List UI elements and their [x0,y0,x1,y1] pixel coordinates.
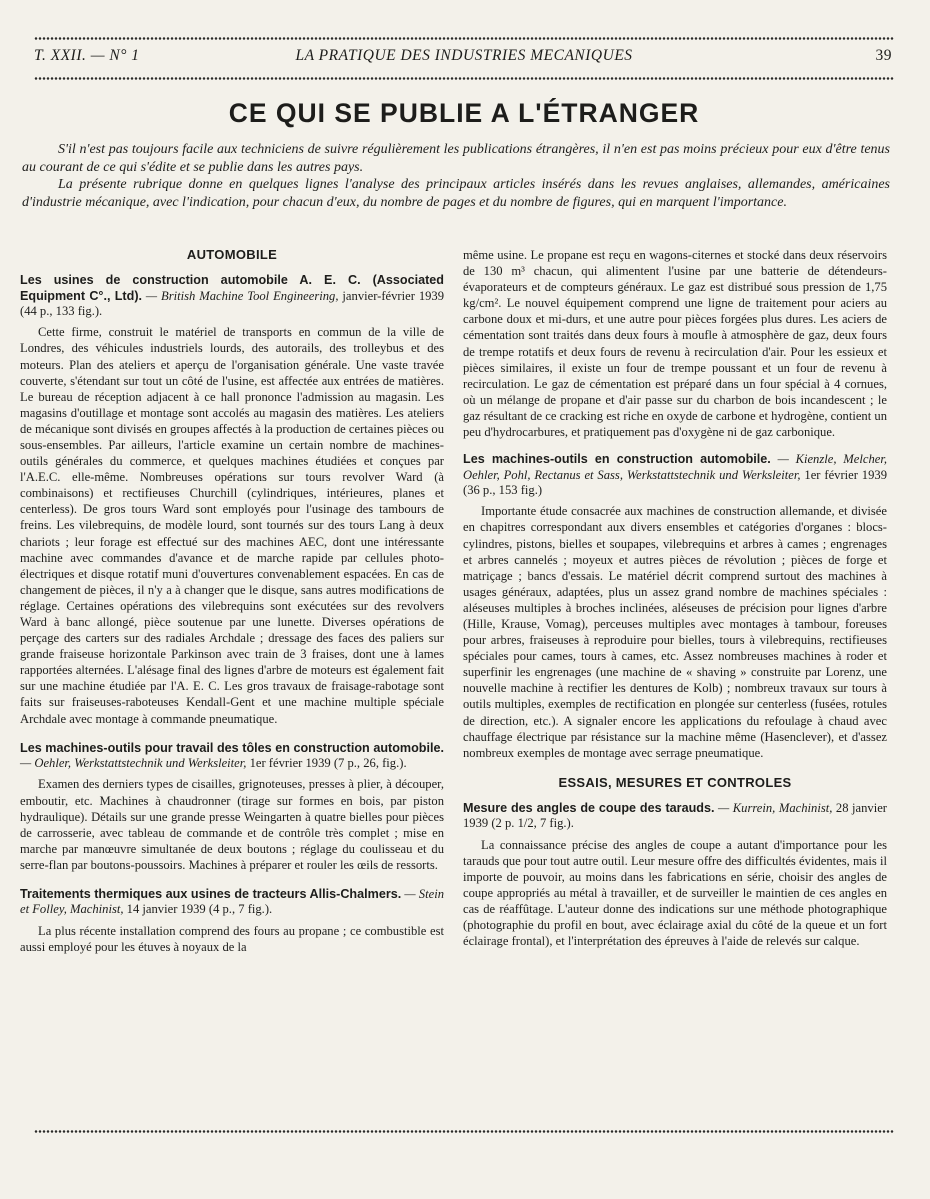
article-allis [20,887,444,955]
page-title: CE QUI SE PUBLIE A L'ÉTRANGER [228,98,700,128]
article-title: Les machines-outils pour travail des tôles en construction automobile. [20,740,444,755]
article-source: — Stein et Folley, Machinist, [20,887,444,917]
running-head [34,47,894,69]
article-body: Examen des derniers types de cisailles, grignoteuses, presses à plier, à découper, emboutir, etc. Machines à chaudronner (tirage sur formes en bois, par piston hydraulique). Détails sur une grande presse Weingarten à quatre bielles pour pièces de carrosserie, avec tableau de commande et de contrôle très complet ; mise en marche par manœuvre simultanée de deux boutons ; réglage du coulisseau et du serre-flan par boutons-poussoirs. Machines à préparer et rouler les œils de ressorts. [20,777,444,872]
article-header [20,273,444,319]
article-title: Les machines-outils en construction automobile. [463,452,771,467]
section-heading-automobile: AUTOMOBILE [186,247,278,262]
header-dotted-rule [34,76,894,81]
section-heading-essais: ESSAIS, MESURES ET CONTROLES [558,774,792,790]
article-header [463,801,887,832]
article-body: La connaissance précise des angles de coupe a autant d'importance pour les tarauds que pour tout autre outil. Leur mesure offre des difficultés évidentes, mais il importe de pouvoir, au moins dans les fabrications en série, choisir des angles de coupe appropriés au métal à travailler, et de surveiller le maintien de ces angles en cas de réaffûtage. L'auteur donne des indications sur une méthode photographique (photographie du profil en bout, avec éclairage axial du côté de la queue et un fort éclairage frontal), et l'interprétation des épreuves à l'aide de relevés sur calque. [463,837,887,949]
article-continuation: même usine. Le propane est reçu en wagons-citernes et stocké dans deux réservoirs de 130 m³ chacun, qui alimentent l'usine par une batterie de détendeurs-évaporateurs et de compteurs généraux. Le gaz est distribué sous pression de 1,75 kg/cm². Le nouvel équipement comprend une ligne de traitement pour aciers au carbone doux et mi-durs, et une autre pour pièces forgées plus dures. Les aciers de cémentation sont traités dans deux fours à moufle à atmosphère de gaz, deux fours de trempe rotatifs et deux fours de revenu à recirculation d'air. Pour les essieux et pièces similaires, il existe un four de trempe poussant et un four de revenu à recirculation. Le gaz de cémentation est préparé dans un four spécial à 4 cornues, où un mélange de propane et d'air passe sur du charbon de bois incandescent ; le gaz résultant de ce cracking est riche en oxyde de carbone et hydrogène, contient un peu d'hydrocarbures, et pratiquement pas d'oxygène ni de gaz carbonique. [463,248,887,440]
article-source: — British Machine Tool Engineering, [142,288,339,303]
article-source: — Kurrein, Machinist, [714,800,833,815]
article-body: Importante étude consacrée aux machines de construction allemande, et divisée en chapitres correspondant aux divers ensembles et catégories d'organes : blocs-cylindres, pistons, bielles et soupapes, vilebrequins et arbres à cames ; engrenages et arbres cannelés ; moyeux et autres pièces de révolution ; pièces de forge et matriçage ; bancs d'essais. Le matériel décrit comprend surtout des machines à usages généraux, adaptées, plus un assez grand nombre de machines spéciales : aléseuses multiples à broches inclinées, aléseuses de précision pour lignes d'arbre (Hille, Krause, Vomag), perceuses multiples avec montages à tambour, foreuses pour arbres, fraiseuses à reproduire pour bielles, tours à vilebrequins, rectifieuses spéciales pour cames, tours à cames, etc. Assez nombreuses machines à roder et superfinir les engrenages (une machine de « shaving » construite par Lorenz, une nouvelle machine à rectifier les dentures de Kolb) ; nombreux travaux sur tours à outils multiples, exemples de rectification en plongée sur centerless (fusées, rotules de direction, etc.). A signaler encore les applications du refoulage à chaud avec chauffage électrique par résistance sur la machine même (Hasenclever), et d'assez nombreux exemples de montage avec serrage pneumatique. [463,504,887,760]
article-kienzle [463,452,887,761]
article-header [20,741,444,772]
article-source: — Kienzle, Melcher, Oehler, Pohl, Rectanus et Sass, Werkstattstechnik und Werksleiter, [463,452,887,482]
article-header [463,452,887,498]
article-date: 28 janvier 1939 (2 p. 1/2, 7 fig.). [463,800,888,831]
article-tarauds [463,801,887,949]
article-date: janvier-février 1939 (44 p., 133 fig.). [20,288,445,318]
article-title: Traitements thermiques aux usines de tracteurs Allis-Chalmers. [20,887,402,902]
article-title: Les usines de construction automobile A. E. C. (Associated Equipment C°., Ltd). [20,273,444,303]
bottom-dotted-rule [34,1129,894,1134]
right-column [463,247,887,949]
article-header [20,887,444,918]
article-date: 1er février 1939 (36 p., 153 fig.) [463,467,887,497]
left-column [20,247,444,955]
page-number: 39 [875,47,892,64]
article-date: 1er février 1939 (7 p., 26, fig.). [246,756,407,771]
article-source: — Oehler, Werkstattstechnik und Werksleiter, [20,756,247,771]
intro-paragraph: La présente rubrique donne en quelques lignes l'analyse des principaux articles insérés dans les revues anglaises, allemandes, américaines d'industrie mécanique, avec l'indication, pour chacun d'eux, du nombre de pages et du nombre de figures, qui en marquent l'importance. [22,177,890,210]
article-aec [20,273,444,727]
top-dotted-rule [34,36,894,41]
intro-paragraph: S'il n'est pas toujours facile aux techniciens de suivre régulièrement les publications étrangères, il n'en est pas moins précieux pour eux d'être tenus au courant de ce qui s'édite et se publie dans les autres pays. [22,142,890,175]
article-toles [20,741,444,873]
intro [22,141,890,211]
article-body: Cette firme, construit le matériel de transports en commun de la ville de Londres, des véhicules industriels lourds, des autorails, des trolleybus et des moteurs. Plan des ateliers et aperçu de l'organisation générale. Une vaste travée couverte, s'étendant sur tout un côté de l'usine, est affectée aux entrées de matières. Le bureau de réception adjacent à ce hall prononce l'admission au magasin. Les magasins d'outillage et montage sont accolés au magasin des matières. Les ateliers de mécanique sont divisés en groupes affectés à la production de certaines pièces ou sous-ensembles. Par ailleurs, l'article examine un certain nombre de machines-outils générales du commerce, et quelques machines étudiées et conçues par l'A.E.C. elle-même. Nombreuses opérations sur tours revolver Ward (à combinaisons) et rectifieuses Churchill (cylindriques, intérieures, planes et centerless). De gros tours Ward sont employés pour l'usinage des tambours de freins. Les vilebrequins, de modèle lourd, sont tournés sur des tours Lang à deux chariots ; leur forage est effectué sur des machines AEC, dont une intéressante machine avec commandes d'avance et de marche rapide par cellules photo-électriques et disque rotatif muni d'ouvertures convenablement espacées. En cas de changement de pièces, il n'y a à changer que le disque, sans autres modifications de réglage. Certaines opérations des vilebrequins sont exécutées sur des revolvers Ward à banc allongé, pièce soutenue par une lunette. Diverses opérations de perçage des carters sur des radiales Archdale ; dressage des faces des paliers sur grande fraiseuse horizontale Parkinson avec train de 3 fraises, dont une à lames rapportées alternées. L'alésage final des lignes d'arbre de moteurs est également fait sur une machine étudiée par l'A. E. C. Les gros travaux de fraisage-rabotage sont faits sur fraiseuses-raboteuses Kendall-Gent et une machine multiple spéciale Archdale avec montage à commande pneumatique. [20,325,444,726]
journal-title: LA PRATIQUE DES INDUSTRIES MECANIQUES [295,47,633,64]
article-date: 14 janvier 1939 (4 p., 7 fig.). [123,902,273,917]
article-body: La plus récente installation comprend des fours au propane ; ce combustible est aussi employé pour les étuves à noyaux de la [20,923,444,954]
article-title: Mesure des angles de coupe des tarauds. [463,800,715,815]
volume-number: T. XXII. — N° 1 [34,47,140,64]
